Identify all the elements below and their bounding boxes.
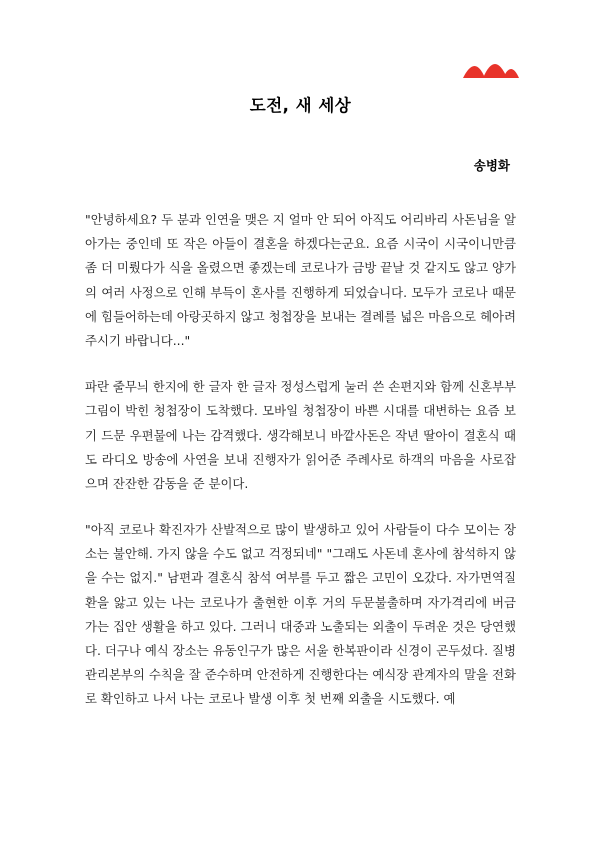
paragraph: "아직 코로나 확진자가 산발적으로 많이 발생하고 있어 사람들이 다수 모이는 장소는 불안해. 가지 않을 수도 없고 걱정되네" "그래도 사돈네 혼사에 참석하지 않을 수는 없지." 남편과 결혼식 참석 여부를 두고 짧은 고민이 오갔다. 자가면역질환을 앓고 있는 나는 코로나가 출현한 이후 거의 두문불출하며 자가격리에 버금가는 집안 생활을 하고 있다. 그러니 대중과 노출되는 외출이 두려운 것은 당연했다. 더구나 예식 장소는 유동인구가 많은 서울 한복판이라 신경이 곤두섰다. 질병관리본부의 수칙을 잘 준수하며 안전하게 진행한다는 예식장 관계자의 말을 전화로 확인하고 나서 나는 코로나 발생 이후 첫 번째 외출을 시도했다. 예 bbox=[85, 522, 516, 707]
author-name: 송병화 bbox=[473, 158, 510, 173]
page-title: 도전, 새 세상 bbox=[249, 96, 352, 115]
paragraph: "안녕하세요? 두 분과 인연을 맺은 지 얼마 안 되어 아직도 어리바리 사돈님을 알아가는 중인데 또 작은 아들이 결혼을 하겠다는군요. 요즘 시국이 시국이니만큼 좀 더 미뤘다가 식을 올렸으면 좋겠는데 코로나가 금방 끝날 것 같지도 않고 양가의 여러 사정으로 인해 부득이 혼사를 진행하게 되었습니다. 모두가 코로나 때문에 힘들어하는데 아랑곳하지 않고 청첩장을 보내는 결례를 넓은 마음으로 헤아려주시기 바랍니다..." bbox=[85, 212, 516, 348]
paragraph: 파란 줄무늬 한지에 한 글자 한 글자 정성스럽게 눌러 쓴 손편지와 함께 신혼부부 그림이 박힌 청첩장이 도착했다. 모바일 청첩장이 바쁜 시대를 대변하는 요즘 보기 드문 우편물에 나는 감격했다. 생각해보니 바깥사돈은 작년 딸아이 결혼식 때도 라디오 방송에 사연을 보내 진행자가 읽어준 주례사로 하객의 마음을 사로잡으며 잔잔한 감동을 준 분이다. bbox=[85, 379, 516, 491]
mountain-logo-icon bbox=[461, 48, 521, 82]
article-body bbox=[85, 208, 516, 712]
